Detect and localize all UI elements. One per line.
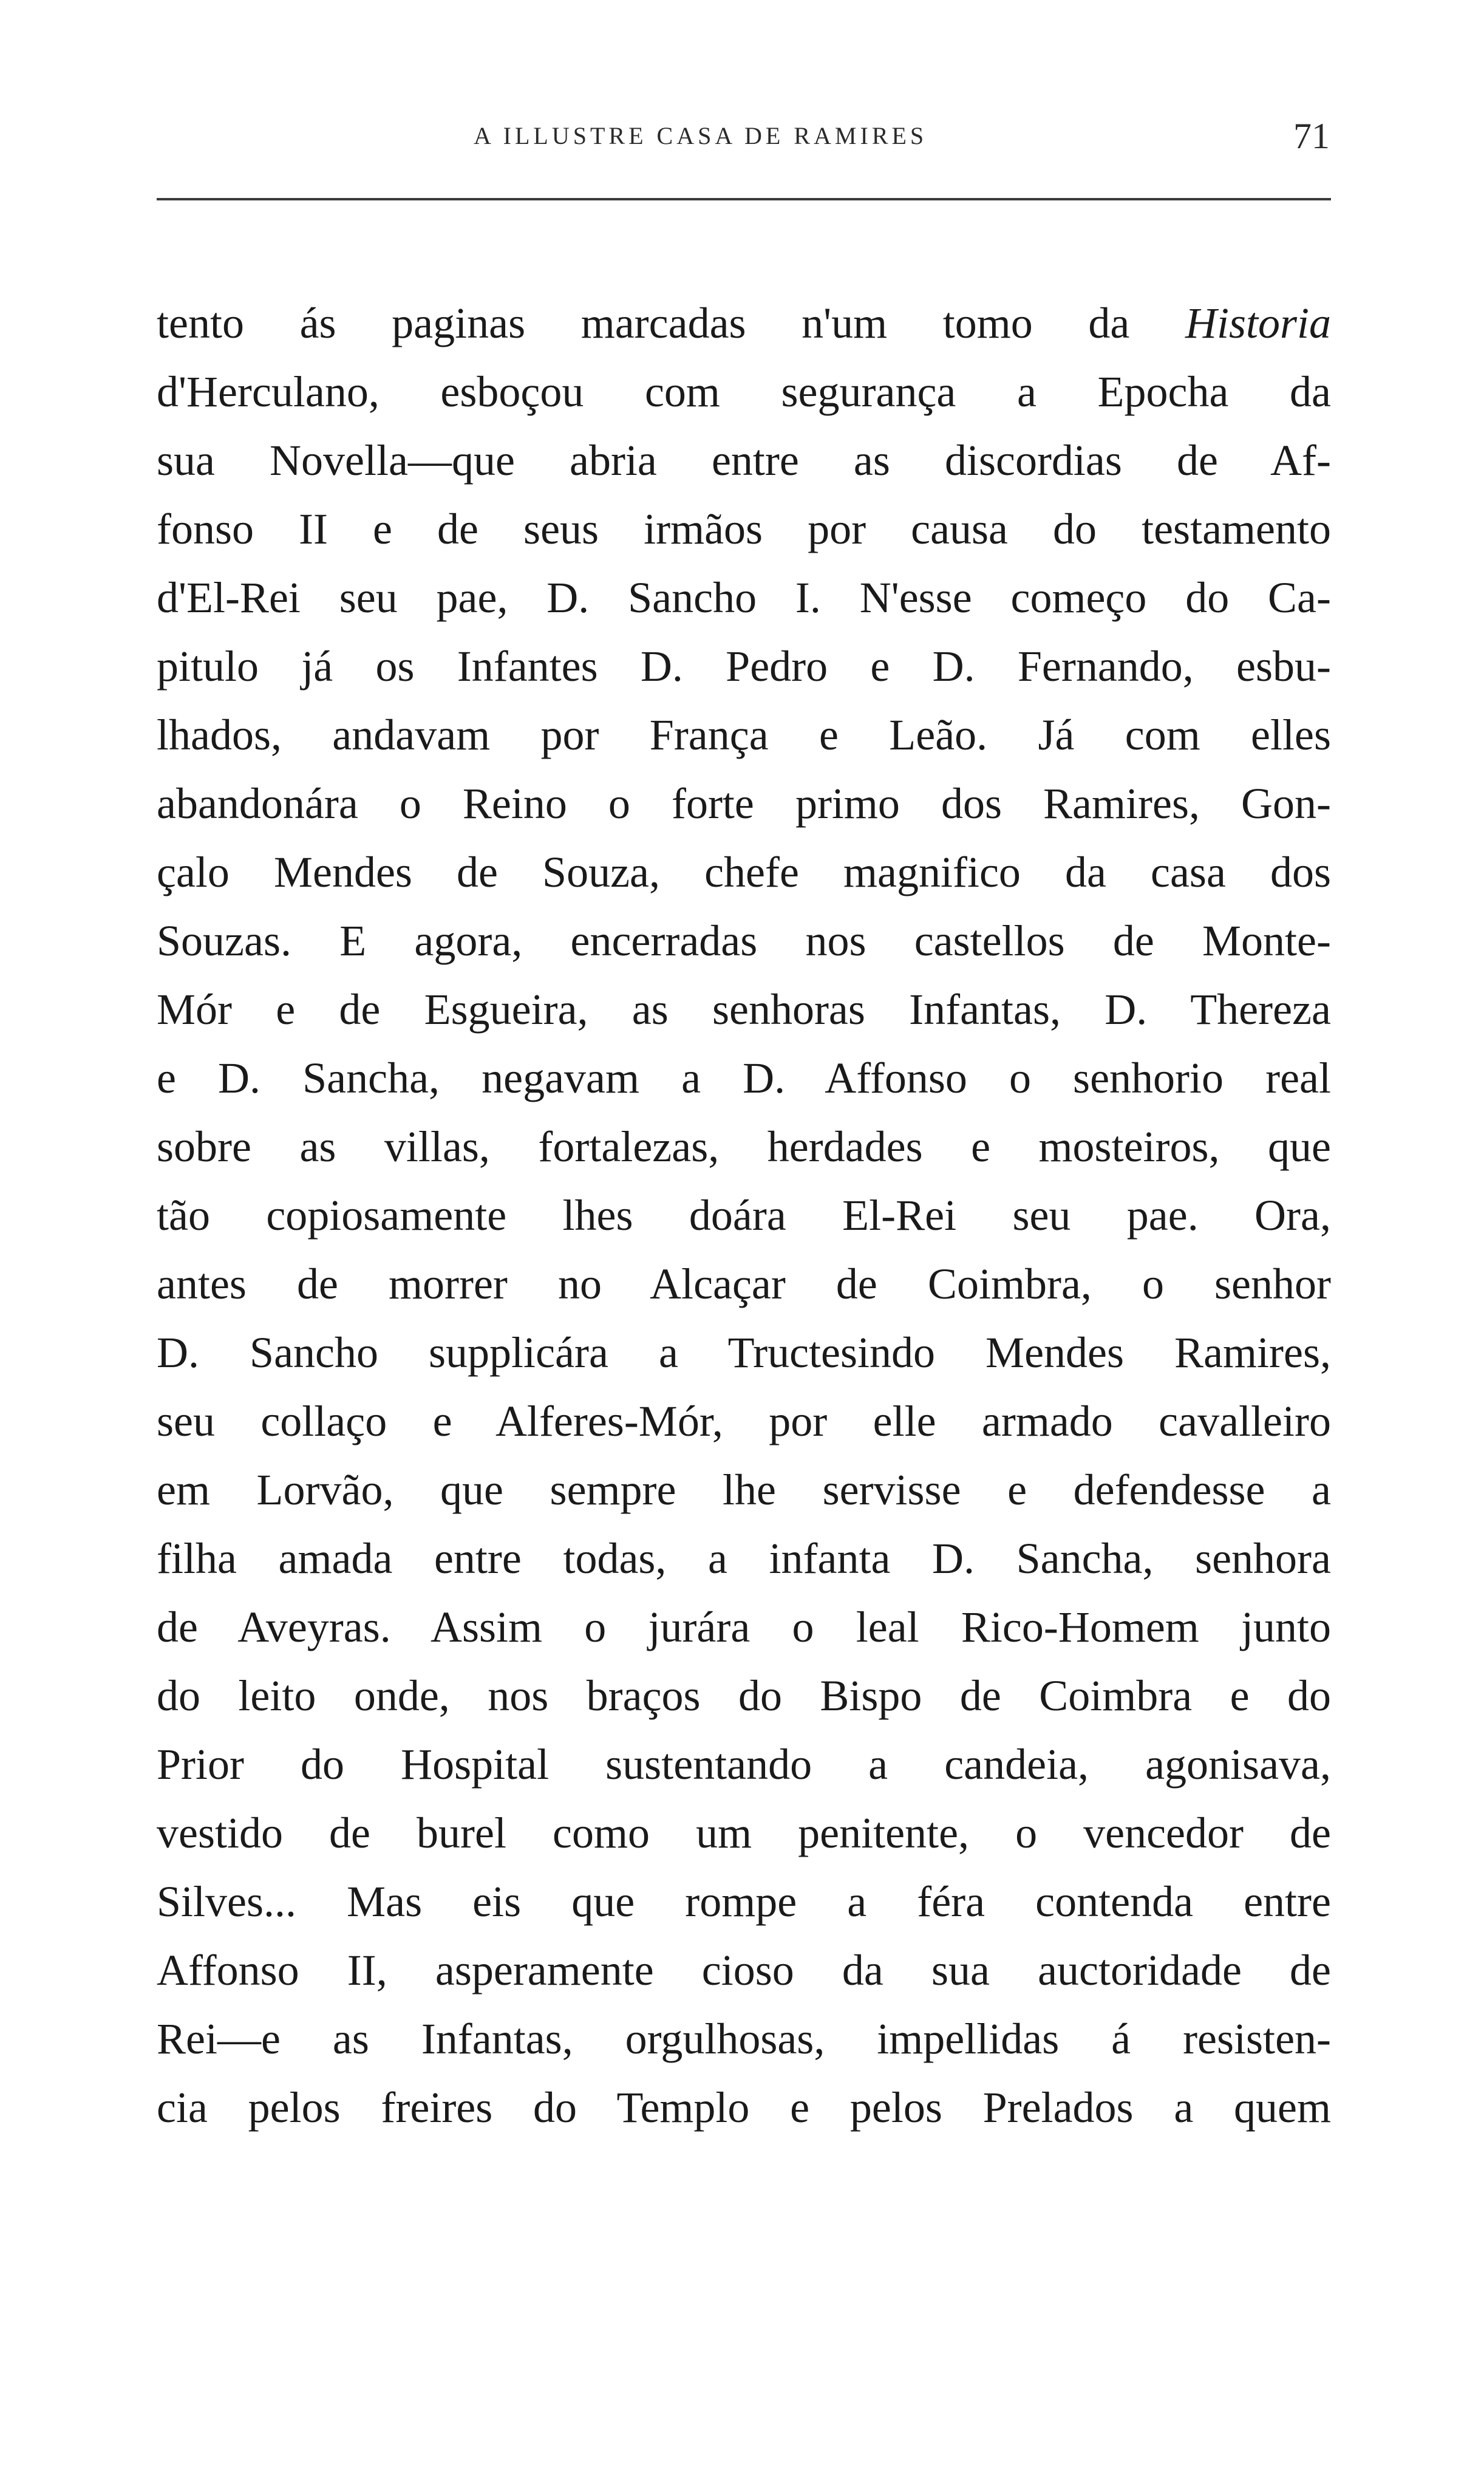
text-line xyxy=(157,907,1331,975)
text-line-segment: pitulo já os Infantes D. Pedro e D. Fernando, esbu- xyxy=(157,642,1331,691)
text-line xyxy=(157,632,1331,701)
text-line xyxy=(157,1250,1331,1319)
text-line-segment: çalo Mendes de Souza, chefe magnifico da casa dos xyxy=(157,848,1331,896)
text-line xyxy=(157,1868,1331,1936)
text-line-segment: filha amada entre todas, a infanta D. Sancha, senhora xyxy=(157,1534,1331,1583)
text-line-segment: sobre as villas, fortalezas, herdades e mosteiros, que xyxy=(157,1122,1331,1171)
text-line xyxy=(157,426,1331,495)
text-line xyxy=(157,358,1331,426)
text-line-segment: cia pelos freires do Templo e pelos Prelados a quem xyxy=(157,2083,1331,2132)
header-rule xyxy=(157,198,1331,200)
text-line xyxy=(157,1319,1331,1387)
text-line-segment: Rei—e as Infantas, orgulhosas, impellidas á resisten- xyxy=(157,2015,1331,2063)
text-line xyxy=(157,564,1331,632)
text-line-segment: seu collaço e Alferes-Mór, por elle armado cavalleiro xyxy=(157,1397,1331,1445)
text-line xyxy=(157,838,1331,907)
text-line-segment: em Lorvão, que sempre lhe servisse e defendesse a xyxy=(157,1465,1331,1514)
text-line xyxy=(157,1936,1331,2005)
text-line-segment: Affonso II, asperamente cioso da sua auctoridade de xyxy=(157,1946,1331,1994)
text-line xyxy=(157,701,1331,769)
text-line xyxy=(157,1181,1331,1250)
text-line xyxy=(157,1113,1331,1181)
text-line-segment: abandonára o Reino o forte primo dos Ramires, Gon- xyxy=(157,779,1331,828)
text-line-segment: antes de morrer no Alcaçar de Coimbra, o senhor xyxy=(157,1260,1331,1308)
body-text xyxy=(157,289,1331,2142)
text-line-segment: e D. Sancha, negavam a D. Affonso o senhorio real xyxy=(157,1054,1331,1102)
text-line xyxy=(157,1524,1331,1593)
text-line xyxy=(157,289,1331,358)
text-line xyxy=(157,1593,1331,1662)
text-line-segment: D. Sancho supplicára a Tructesindo Mendes Ramires, xyxy=(157,1328,1331,1377)
text-line xyxy=(157,975,1331,1044)
text-line-segment: Mór e de Esgueira, as senhoras Infantas, D. Thereza xyxy=(157,985,1331,1034)
italic-title: Historia xyxy=(1185,299,1331,347)
running-head xyxy=(158,115,1330,164)
text-line-segment: vestido de burel como um penitente, o vencedor de xyxy=(157,1809,1331,1857)
text-line-segment: fonso II e de seus irmãos por causa do testamento xyxy=(157,505,1331,553)
text-line-segment: tento ás paginas marcadas n'um tomo da xyxy=(157,299,1185,347)
text-line xyxy=(157,1799,1331,1868)
text-line-segment: Prior do Hospital sustentando a candeia, agonisava, xyxy=(157,1740,1331,1789)
text-line-segment: lhados, andavam por França e Leão. Já com elles xyxy=(157,711,1331,759)
page-number: 71 xyxy=(1293,116,1330,156)
text-line-segment: d'Herculano, esboçou com segurança a Epocha da xyxy=(157,367,1331,416)
text-line-segment: tão copiosamente lhes doára El-Rei seu pae. Ora, xyxy=(157,1191,1331,1240)
text-line xyxy=(157,495,1331,564)
text-line xyxy=(157,769,1331,838)
running-title: A ILLUSTRE CASA DE RAMIRES xyxy=(474,122,928,149)
text-line xyxy=(157,2005,1331,2073)
text-line-segment: do leito onde, nos braços do Bispo de Coimbra e do xyxy=(157,1671,1331,1720)
text-line-segment: sua Novella—que abria entre as discordias de Af- xyxy=(157,436,1331,485)
text-line-segment: d'El-Rei seu pae, D. Sancho I. N'esse começo do Ca- xyxy=(157,573,1331,622)
text-line xyxy=(157,1387,1331,1456)
text-line-segment: de Aveyras. Assim o jurára o leal Rico-Homem junto xyxy=(157,1603,1331,1651)
text-line xyxy=(157,1456,1331,1524)
text-line xyxy=(157,1044,1331,1113)
text-line xyxy=(157,2073,1331,2142)
text-line-segment: Silves... Mas eis que rompe a féra contenda entre xyxy=(157,1877,1331,1926)
text-line xyxy=(157,1730,1331,1799)
text-line xyxy=(157,1662,1331,1730)
text-line-segment: Souzas. E agora, encerradas nos castellos de Monte- xyxy=(157,916,1331,965)
